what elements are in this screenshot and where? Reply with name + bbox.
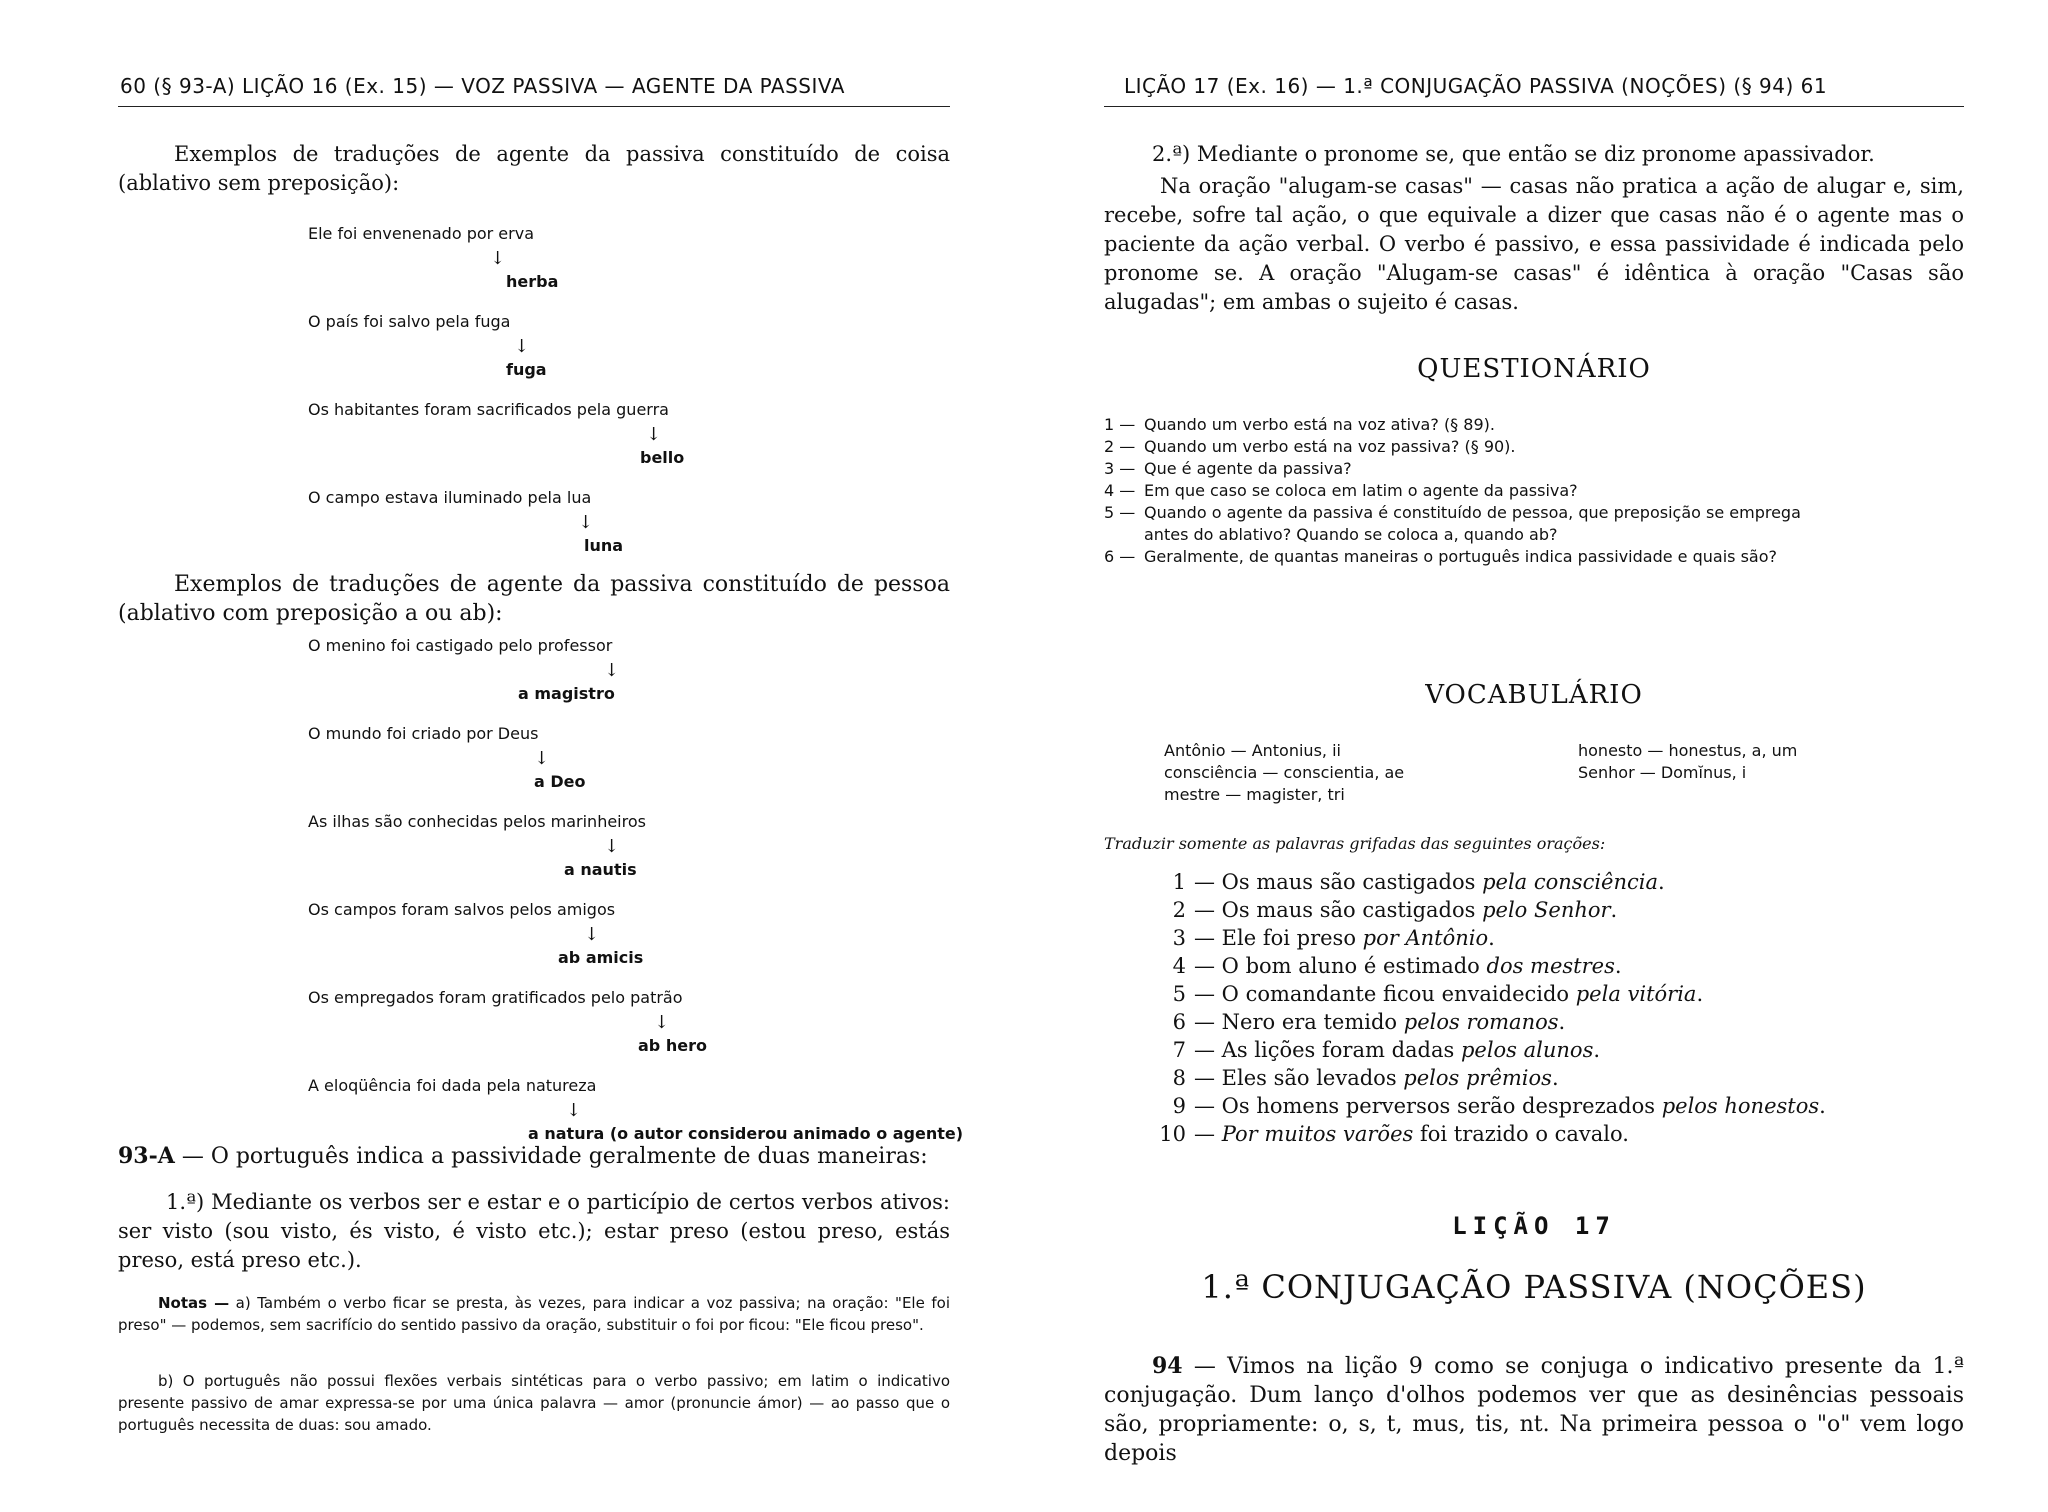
translation-number: 8	[1172, 1066, 1186, 1090]
question-item	[1104, 458, 1964, 480]
question-text: Em que caso se coloca em latim o agente da passiva?	[1144, 481, 1578, 500]
translation-italic-phrase: pelo Senhor	[1482, 898, 1611, 922]
intro-person-paragraph: Exemplos de traduções de agente da passiva constituído de pessoa (ablativo com preposição a ou ab):	[118, 572, 950, 626]
example-translation: a magistro	[518, 684, 615, 703]
questions-list	[1104, 414, 1964, 568]
translation-text-end: .	[1593, 1038, 1601, 1062]
translation-sentence	[1130, 1092, 1826, 1120]
translation-sentence	[1130, 980, 1826, 1008]
translation-number: 4	[1172, 954, 1186, 978]
translation-sentence	[1130, 952, 1826, 980]
down-arrow-icon: ↓	[566, 1100, 582, 1121]
vocab-entry: mestre — magister, tri	[1164, 785, 1345, 804]
note-b: b) O português não possui flexões verbais sintéticas para o verbo passivo; em latim o indicativo presente passivo de amar expressa-se por uma única palavra — amor (pronuncie ámor) — ao passo que o português necessita de duas: sou amado.	[118, 1372, 950, 1434]
translation-sentence	[1130, 896, 1826, 924]
section-94-text: — Vimos na lição 9 como se conjuga o indicativo presente da 1.ª conjugação. Dum lanço d'olhos podemos ver que as desinências pessoais são, propriamente: o, s, t, mus, tis, nt. Na primeira pessoa o "o" vem logo depois	[1104, 1354, 1965, 1466]
question-text: antes do ablativo? Quando se coloca a, quando ab?	[1144, 525, 1558, 544]
example-translation: ab amicis	[558, 948, 644, 967]
question-number: 1 —	[1104, 415, 1136, 434]
down-arrow-icon: ↓	[584, 924, 600, 945]
item1-paragraph	[118, 1188, 950, 1275]
questionario-title: QUESTIONÁRIO	[1417, 354, 1651, 384]
translation-text: — O bom aluno é estimado	[1194, 954, 1487, 978]
down-arrow-icon: ↓	[654, 1012, 670, 1033]
question-number: 6 —	[1104, 547, 1136, 566]
translation-text: — As lições foram dadas	[1194, 1038, 1461, 1062]
example-sentence: Os campos foram salvos pelos amigos	[308, 900, 616, 919]
right-page	[1024, 0, 2048, 1512]
example-item	[308, 900, 988, 988]
note-a-text: a) Também o verbo ficar se presta, às vezes, para indicar a voz passiva; na oração: "Ele foi preso" — podemos, sem sacrifício do sentido passivo da oração, substituir o foi por ficou: "Ele ficou preso".	[118, 1294, 950, 1334]
down-arrow-icon: ↓	[604, 836, 620, 857]
example-translation: a natura (o autor considerou animado o agente)	[528, 1124, 964, 1143]
translation-text: — Eles são levados	[1194, 1066, 1404, 1090]
example-translation: ab hero	[638, 1036, 707, 1055]
question-number: 5 —	[1104, 503, 1136, 522]
item2-number: 2.ª)	[1152, 142, 1191, 166]
vocabulario-title: VOCABULÁRIO	[1425, 680, 1643, 710]
down-arrow-icon: ↓	[578, 512, 594, 533]
translation-sentence	[1130, 924, 1826, 952]
example-item	[308, 400, 988, 488]
translation-text-end: foi trazido o cavalo.	[1413, 1122, 1629, 1146]
example-sentence: Os empregados foram gratificados pelo patrão	[308, 988, 683, 1007]
lesson-label: LIÇÃO 17	[1452, 1212, 1616, 1240]
translation-number: 10	[1159, 1122, 1186, 1146]
translations-list	[1130, 868, 1826, 1148]
example-translation: herba	[506, 272, 559, 291]
translation-sentence	[1130, 1120, 1826, 1148]
translation-number: 7	[1172, 1038, 1186, 1062]
translation-text-end: .	[1551, 1066, 1559, 1090]
translation-text-end: .	[1658, 870, 1665, 894]
translation-text: —	[1194, 1122, 1222, 1146]
down-arrow-icon: ↓	[646, 424, 662, 445]
translation-text-end: .	[1819, 1094, 1826, 1118]
question-item	[1104, 524, 1964, 546]
question-text: Quando um verbo está na voz passiva? (§ 90).	[1144, 437, 1516, 456]
down-arrow-icon: ↓	[490, 248, 506, 269]
translation-number: 1	[1172, 870, 1186, 894]
example-item	[308, 224, 988, 312]
question-item	[1104, 502, 1964, 524]
translation-sentence	[1130, 1036, 1826, 1064]
question-item	[1104, 546, 1964, 568]
left-page-header: 60 (§ 93-A) LIÇÃO 16 (Ex. 15) — VOZ PASSIVA — AGENTE DA PASSIVA	[120, 74, 845, 98]
item1-number: 1.ª)	[166, 1190, 205, 1214]
translation-sentence	[1130, 1064, 1826, 1092]
translation-text: — Os maus são castigados	[1194, 870, 1483, 894]
translation-number: 9	[1172, 1094, 1186, 1118]
example-translation: bello	[640, 448, 685, 467]
example-item	[308, 636, 988, 724]
translation-text: — Nero era temido	[1194, 1010, 1404, 1034]
translation-number: 5	[1172, 982, 1186, 1006]
vocab-entry: consciência — conscientia, ae	[1164, 763, 1405, 782]
question-number	[1104, 524, 1144, 546]
question-text: Quando um verbo está na voz ativa? (§ 89).	[1144, 415, 1495, 434]
intro-thing-paragraph: Exemplos de traduções de agente da passiva constituído de coisa (ablativo sem preposição):	[118, 142, 950, 195]
translation-italic-phrase: por Antônio	[1362, 926, 1489, 950]
translate-instruction: Traduzir somente as palavras grifadas das seguintes orações:	[1104, 834, 1606, 853]
lesson-title: 1.ª CONJUGAÇÃO PASSIVA (NOÇÕES)	[1201, 1268, 1867, 1306]
translation-italic-phrase: pelos romanos	[1403, 1010, 1559, 1034]
question-number: 3 —	[1104, 459, 1136, 478]
section-93a-number: 93-A	[118, 1143, 175, 1169]
question-text: Geralmente, de quantas maneiras o português indica passividade e quais são?	[1144, 547, 1777, 566]
vocab-left-column	[1164, 740, 1404, 806]
example-sentence: As ilhas são conhecidas pelos marinheiros	[308, 812, 646, 831]
left-header-rule	[118, 106, 950, 107]
translation-number: 3	[1172, 926, 1186, 950]
example-sentence: O país foi salvo pela fuga	[308, 312, 511, 331]
section-93a	[118, 1142, 950, 1171]
example-sentence: Os habitantes foram sacrificados pela guerra	[308, 400, 669, 419]
question-number: 2 —	[1104, 437, 1136, 456]
example-item	[308, 488, 988, 576]
translation-italic-phrase: pelos prêmios	[1403, 1066, 1552, 1090]
translation-italic-phrase: pelos alunos	[1460, 1038, 1594, 1062]
translation-text: — Ele foi preso	[1194, 926, 1363, 950]
translation-number: 2	[1172, 898, 1186, 922]
example-sentence: O menino foi castigado pelo professor	[308, 636, 613, 655]
question-number: 4 —	[1104, 481, 1136, 500]
translation-text-end: .	[1696, 982, 1704, 1006]
vocab-entry: Senhor — Domĭnus, i	[1578, 763, 1747, 782]
section-93a-text: — O português indica a passividade geralmente de duas maneiras:	[181, 1144, 928, 1169]
example-translation: fuga	[506, 360, 547, 379]
section-94-number: 94	[1152, 1353, 1183, 1379]
item2-paragraph	[1104, 140, 1964, 169]
translation-text: — Os homens perversos serão desprezados	[1194, 1094, 1662, 1118]
translation-text-end: .	[1488, 926, 1495, 950]
example-item	[308, 724, 988, 812]
vocab-right-column	[1578, 740, 1797, 784]
item2-continuation: Na oração "alugam-se casas" — casas não pratica a ação de alugar e, sim, recebe, sofre tal ação, o que equivale a dizer que casas não é o agente mas o paciente da ação verbal. O verbo é passivo, e essa passividade é indicada pelo pronome se. A oração "Alugam-se casas" é idêntica à oração "Casas são alugadas"; em ambas o sujeito é casas.	[1104, 174, 1964, 314]
notes-label: Notas —	[158, 1294, 230, 1312]
right-header-rule	[1104, 106, 1964, 107]
vocab-entry: honesto — honestus, a, um	[1578, 741, 1798, 760]
example-translation: a Deo	[534, 772, 586, 791]
translation-italic-phrase: dos mestres	[1486, 954, 1615, 978]
translation-text-end: .	[1614, 954, 1622, 978]
translation-italic-phrase: pela consciência	[1482, 870, 1659, 894]
translation-text-end: .	[1558, 1010, 1566, 1034]
note-a	[118, 1292, 950, 1336]
translation-sentence	[1130, 1008, 1826, 1036]
example-translation: a nautis	[564, 860, 637, 879]
translation-text: — Os maus são castigados	[1194, 898, 1483, 922]
translation-text: — O comandante ficou envaidecido	[1194, 982, 1576, 1006]
example-sentence: O campo estava iluminado pela lua	[308, 488, 592, 507]
example-item	[308, 812, 988, 900]
question-item	[1104, 436, 1964, 458]
question-text: Que é agente da passiva?	[1144, 459, 1352, 478]
question-text: Quando o agente da passiva é constituído de pessoa, que preposição se emprega	[1144, 503, 1801, 522]
question-item	[1104, 480, 1964, 502]
question-item	[1104, 414, 1964, 436]
down-arrow-icon: ↓	[534, 748, 550, 769]
down-arrow-icon: ↓	[604, 660, 620, 681]
example-translation: luna	[584, 536, 624, 555]
example-item	[308, 988, 988, 1076]
item1-text: Mediante os verbos ser e estar e o particípio de certos verbos ativos: ser visto (sou visto, és visto, é visto etc.); estar preso (estou preso, estás preso, está preso etc.).	[118, 1190, 950, 1272]
example-item	[308, 312, 988, 400]
translation-text-end: .	[1610, 898, 1618, 922]
down-arrow-icon: ↓	[514, 336, 530, 357]
vocab-entry: Antônio — Antonius, ii	[1164, 741, 1341, 760]
translation-sentence	[1130, 868, 1826, 896]
example-sentence: O mundo foi criado por Deus	[308, 724, 539, 743]
item2-text: Mediante o pronome se, que então se diz pronome apassivador.	[1196, 142, 1875, 166]
example-sentence: Ele foi envenenado por erva	[308, 224, 534, 243]
translation-number: 6	[1172, 1010, 1186, 1034]
translation-italic-phrase: pelos honestos	[1661, 1094, 1820, 1118]
translation-italic-phrase: Por muitos varões	[1221, 1122, 1414, 1146]
example-sentence: A eloqüência foi dada pela natureza	[308, 1076, 597, 1095]
section-94	[1104, 1352, 1964, 1468]
translation-italic-phrase: pela vitória	[1575, 982, 1697, 1006]
right-page-header: LIÇÃO 17 (Ex. 16) — 1.ª CONJUGAÇÃO PASSIVA (NOÇÕES) (§ 94) 61	[1124, 74, 1828, 98]
